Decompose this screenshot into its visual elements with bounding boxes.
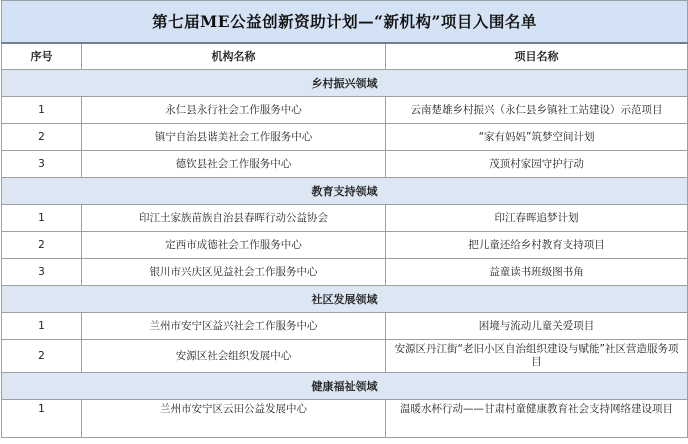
row-project: 温暖水杯行动——甘肃村童健康教育社会支持网络建设项目 <box>386 400 688 438</box>
row-seq: 3 <box>2 259 82 286</box>
row-seq: 2 <box>2 232 82 259</box>
section-title: 健康福祉领域 <box>2 373 688 400</box>
row-org: 定西市成德社会工作服务中心 <box>82 232 386 259</box>
shortlist-sheet <box>1 0 687 438</box>
row-seq: 1 <box>2 205 82 232</box>
row-project: 云南楚雄乡村振兴（永仁县乡镇社工站建设）示范项目 <box>386 97 688 124</box>
row-project: 把儿童还给乡村教育支持项目 <box>386 232 688 259</box>
section-title: 教育支持领域 <box>2 178 688 205</box>
header-org: 机构名称 <box>82 43 386 70</box>
header-project: 项目名称 <box>386 43 688 70</box>
section-row <box>2 286 688 313</box>
title-row <box>2 1 688 44</box>
section-title: 乡村振兴领域 <box>2 70 688 97</box>
row-project: “家有妈妈”筑梦空间计划 <box>386 124 688 151</box>
section-row <box>2 70 688 97</box>
row-org: 德钦县社会工作服务中心 <box>82 151 386 178</box>
row-org: 兰州市安宁区益兴社会工作服务中心 <box>82 313 386 340</box>
row-org: 安源区社会组织发展中心 <box>82 340 386 373</box>
table-row <box>2 259 688 286</box>
row-org: 银川市兴庆区见益社会工作服务中心 <box>82 259 386 286</box>
row-project: 茂顶村家园守护行动 <box>386 151 688 178</box>
row-project: 困境与流动儿童关爱项目 <box>386 313 688 340</box>
header-row <box>2 43 688 70</box>
section-row <box>2 373 688 400</box>
row-seq: 2 <box>2 124 82 151</box>
row-org: 永仁县永行社会工作服务中心 <box>82 97 386 124</box>
shortlist-table <box>1 0 688 438</box>
header-seq: 序号 <box>2 43 82 70</box>
section-title: 社区发展领域 <box>2 286 688 313</box>
row-seq: 1 <box>2 97 82 124</box>
table-row <box>2 400 688 438</box>
section-row <box>2 178 688 205</box>
row-seq: 1 <box>2 313 82 340</box>
table-row <box>2 232 688 259</box>
row-seq: 2 <box>2 340 82 373</box>
row-seq: 1 <box>2 400 82 438</box>
table-row <box>2 97 688 124</box>
table-row <box>2 313 688 340</box>
row-project: 安源区丹江街“老旧小区自治组织建设与赋能”社区营造服务项目 <box>386 340 688 373</box>
row-project: 印江春晖追梦计划 <box>386 205 688 232</box>
table-row <box>2 124 688 151</box>
table-row <box>2 205 688 232</box>
table-title: 第七届ME公益创新资助计划—“新机构”项目入围名单 <box>2 1 688 44</box>
row-project: 益童读书班级图书角 <box>386 259 688 286</box>
row-org: 镇宁自治县谐美社会工作服务中心 <box>82 124 386 151</box>
row-org: 兰州市安宁区云田公益发展中心 <box>82 400 386 438</box>
row-seq: 3 <box>2 151 82 178</box>
row-org: 印江土家族苗族自治县春晖行动公益协会 <box>82 205 386 232</box>
table-row <box>2 151 688 178</box>
table-row <box>2 340 688 373</box>
